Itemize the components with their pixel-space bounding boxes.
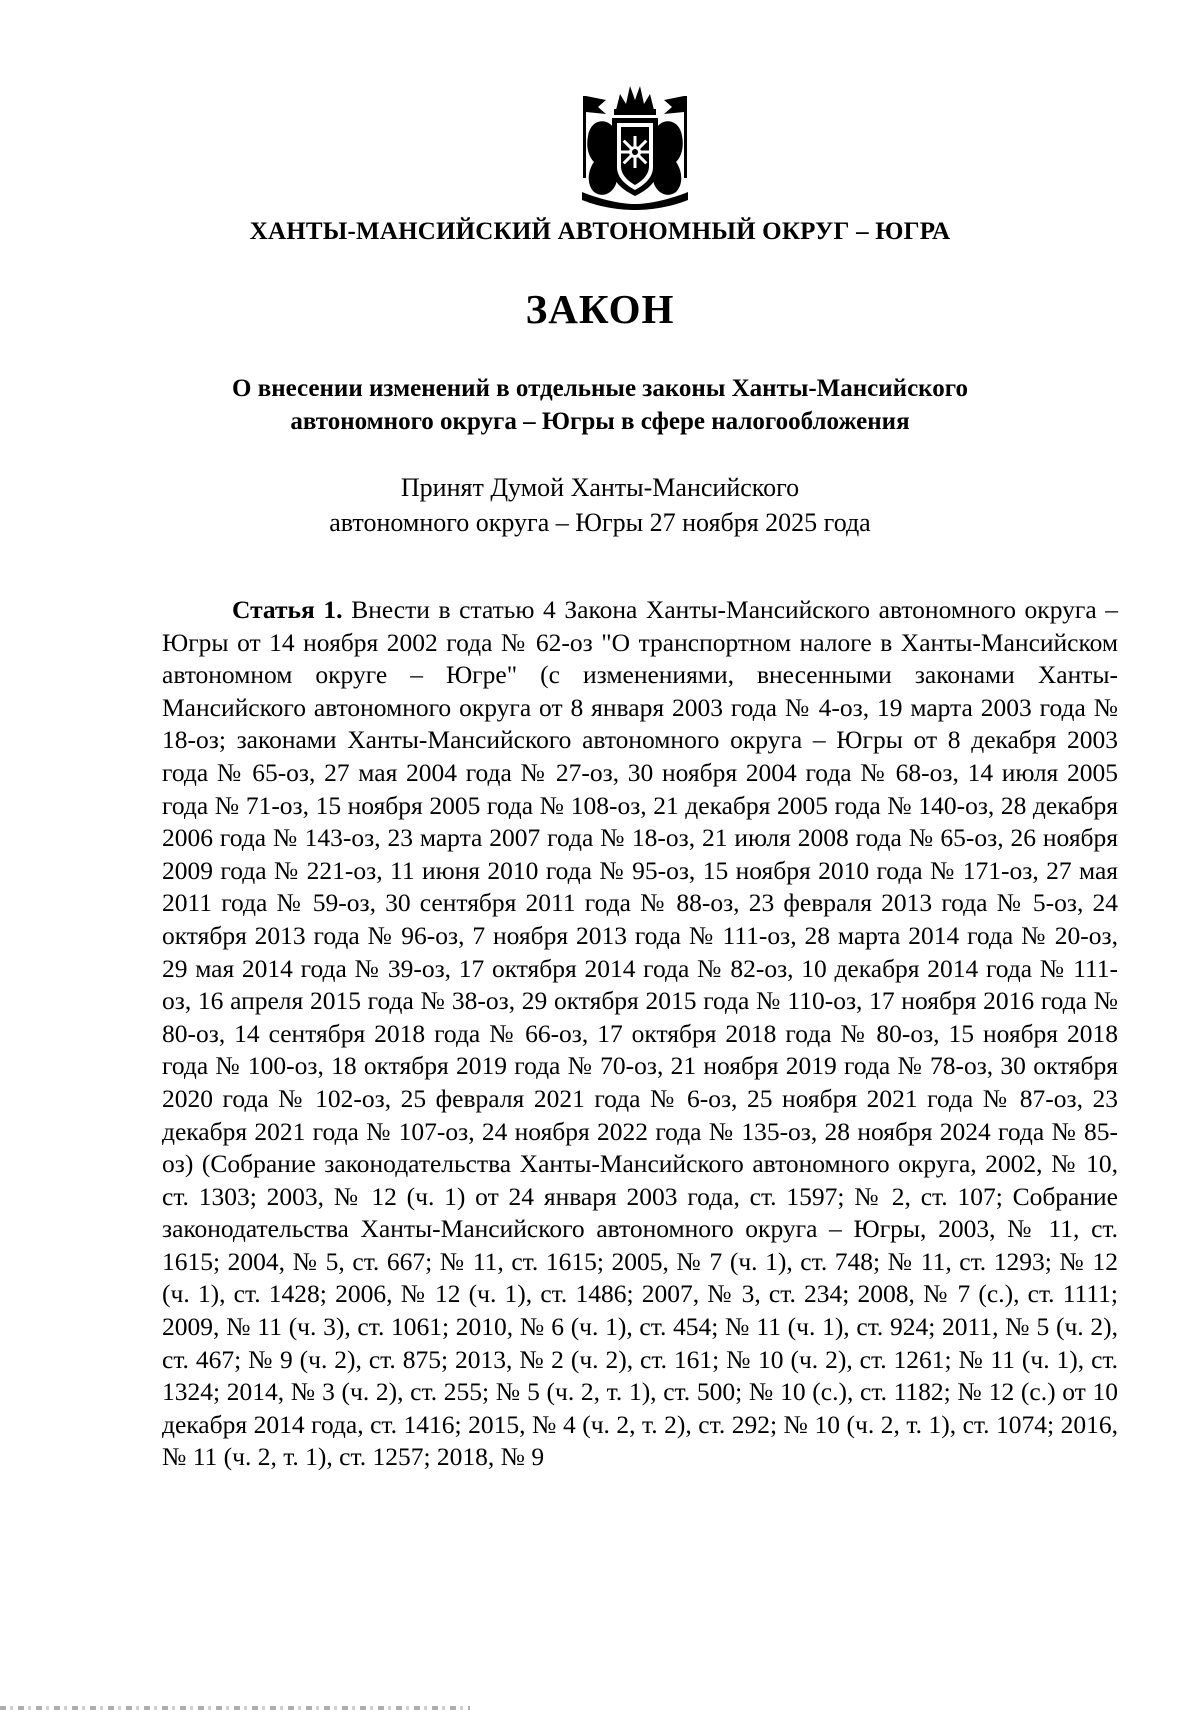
adoption-note-line-1: Принят Думой Ханты-Мансийского: [400, 473, 800, 502]
adoption-note-line-2: автономного округа – Югры 27 ноября 2025 года: [329, 508, 871, 537]
law-title: [150, 372, 1050, 438]
article-1-label: Статья 1.: [232, 595, 343, 624]
article-1-paragraph: [162, 594, 1118, 1474]
coat-of-arms-emblem-icon: [572, 80, 698, 210]
document-type-heading: ЗАКОН: [525, 286, 675, 332]
article-1-text: Внести в статью 4 Закона Ханты-Мансийского автономного округа – Югры от 14 ноября 2002 года № 62-оз "О транспортном налоге в Ханты-Мансийском автономном округе – Югре" (с изменениями, внесенными законами Ханты-Мансийского автономного округа от 8 января 2003 года № 4-оз, 19 марта 2003 года № 18-оз; законами Ханты-Мансийского автономного округа – Югры от 8 декабря 2003 года № 65-оз, 27 мая 2004 года № 27-оз, 30 ноября 2004 года № 68-оз, 14 июля 2005 года № 71-оз, 15 ноября 2005 года № 108-оз, 21 декабря 2005 года № 140-оз, 28 декабря 2006 года № 143-оз, 23 марта 2007 года № 18-оз, 21 июля 2008 года № 65-оз, 26 ноября 2009 года № 221-оз, 11 июня 2010 года № 95-оз, 15 ноября 2010 года № 171-оз, 27 мая 2011 года № 59-оз, 30 сентября 2011 года № 88-оз, 23 февраля 2013 года № 5-оз, 24 октября 2013 года № 96-оз, 7 ноября 2013 года № 111-оз, 28 марта 2014 года № 20-оз, 29 мая 2014 года № 39-оз, 17 октября 2014 года № 82-оз, 10 декабря 2014 года № 111-оз, 16 апреля 2015 года № 38-оз, 29 октября 2015 года № 110-оз, 17 ноября 2016 года № 80-оз, 14 сентября 2018 года № 66-оз, 17 октября 2018 года № 80-оз, 15 ноября 2018 года № 100-оз, 18 октября 2019 года № 70-оз, 21 ноября 2019 года № 78-оз, 30 октября 2020 года № 102-оз, 25 февраля 2021 года № 6-оз, 25 ноября 2021 года № 87-оз, 23 декабря 2021 года № 107-оз, 24 ноября 2022 года № 135-оз, 28 ноября 2024 года № 85-оз) (Собрание законодательства Ханты-Мансийского автономного округа, 2002, № 10, ст. 1303; 2003, № 12 (ч. 1) от 24 января 2003 года, ст. 1597; № 2, ст. 107; Собрание законодательства Ханты-Мансийского автономного округа – Югры, 2003, № 11, ст. 1615; 2004, № 5, ст. 667; № 11, ст. 1615; 2005, № 7 (ч. 1), ст. 748; № 11, ст. 1293; № 12 (ч. 1), ст. 1428; 2006, № 12 (ч. 1), ст. 1486; 2007, № 3, ст. 234; 2008, № 7 (с.), ст. 1111; 2009, № 11 (ч. 3), ст. 1061; 2010, № 6 (ч. 1), ст. 454; № 11 (ч. 1), ст. 924; 2011, № 5 (ч. 2), ст. 467; № 9 (ч. 2), ст. 875; 2013, № 2 (ч. 2), ст. 161; № 10 (ч. 2), ст. 1261; № 11 (ч. 1), ст. 1324; 2014, № 3 (ч. 2), ст. 255; № 5 (ч. 2, т. 1), ст. 500; № 10 (с.), ст. 1182; № 12 (с.) от 10 декабря 2014 года, ст. 1416; 2015, № 4 (ч. 2, т. 2), ст. 292; № 10 (ч. 2, т. 1), ст. 1074; 2016, № 11 (ч. 2, т. 1), ст. 1257; 2018, № 9: [162, 595, 1119, 1472]
law-title-line-2: автономного округа – Югры в сфере налогообложения: [290, 408, 910, 435]
law-title-line-1: О внесении изменений в отдельные законы Ханты-Мансийского: [232, 375, 968, 402]
scan-artifact-line: [0, 1706, 470, 1710]
adoption-note: [150, 470, 1050, 540]
region-heading: ХАНТЫ-МАНСИЙСКИЙ АВТОНОМНЫЙ ОКРУГ – ЮГРА: [249, 218, 951, 245]
